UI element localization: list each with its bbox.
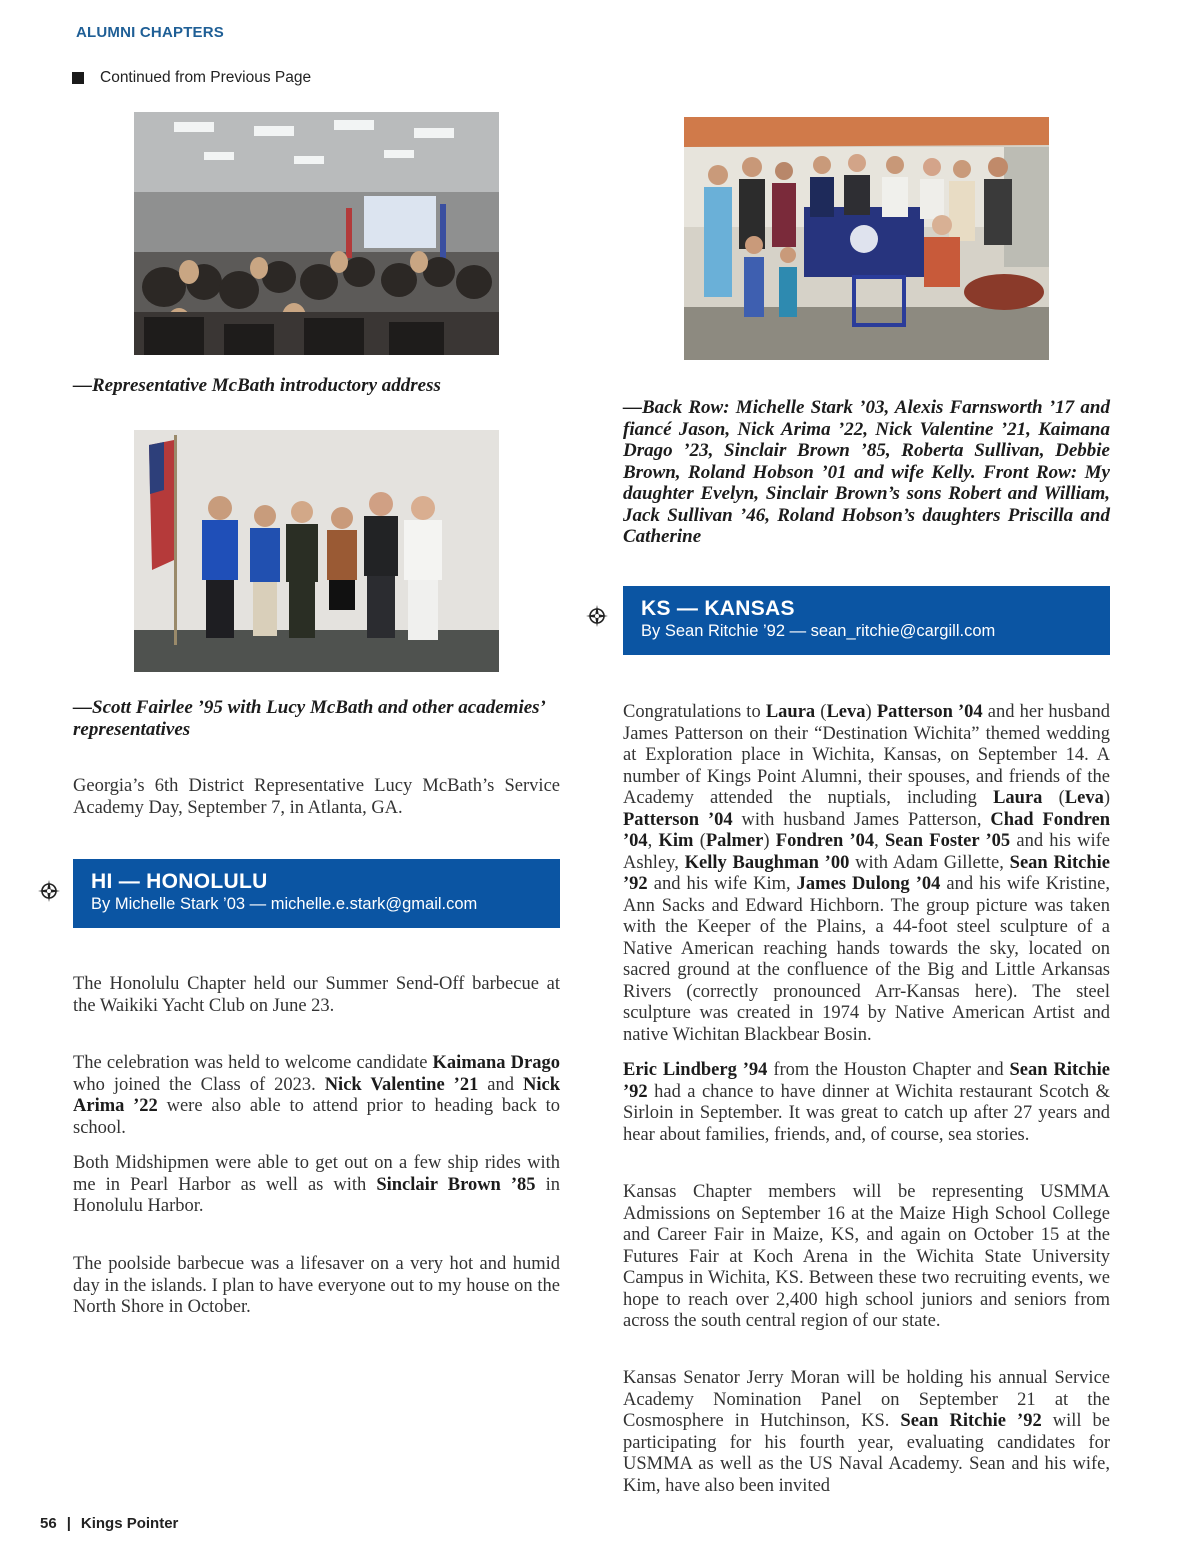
publication-name: Kings Pointer — [80, 1515, 179, 1532]
square-bullet-icon — [72, 72, 84, 84]
caption-fairlee-group: —Scott Fairlee ’95 with Lucy McBath and other academies’ representatives — [73, 697, 545, 740]
compass-icon — [38, 880, 60, 902]
chapter-title: KS — KANSAS — [641, 597, 795, 620]
kansas-paragraph-2: Eric Lindberg ’94 from the Houston Chapter and Sean Ritchie ’92 had a chance to have dinner at Wichita restaurant Scotch & Sirloin in September. It was great to catch up after 27 years and hear about families, friends, and, of course, sea stories. — [623, 1060, 1110, 1145]
compass-icon — [586, 605, 608, 627]
continued-text: Continued from Previous Page — [100, 69, 312, 86]
honolulu-paragraph-3: Both Midshipmen were able to get out on a few ship rides with me in Pearl Harbor as well as with Sinclair Brown ’85 in Honolulu Harbor. — [73, 1153, 560, 1216]
chapter-header-kansas — [623, 586, 1110, 655]
footer-separator: | — [66, 1515, 71, 1532]
photo-fairlee-group — [134, 430, 499, 672]
chapter-title: HI — HONOLULU — [91, 870, 268, 893]
chapter-byline: By Sean Ritchie ’92 — sean_ritchie@cargill.com — [641, 622, 996, 640]
page-footer — [40, 1515, 178, 1532]
honolulu-paragraph-2: The celebration was held to welcome candidate Kaimana Drago who joined the Class of 2023. Nick Valentine ’21 and Nick Arima ’22 were also able to attend prior to heading back to school. — [73, 1053, 560, 1138]
page-number: 56 — [40, 1515, 57, 1532]
honolulu-paragraph-1: The Honolulu Chapter held our Summer Send-Off barbecue at the Waikiki Yacht Club on June 23. — [73, 974, 560, 1016]
section-label: ALUMNI CHAPTERS — [76, 24, 224, 41]
caption-honolulu-group: —Back Row: Michelle Stark ’03, Alexis Farnsworth ’17 and fiancé Jason, Nick Arima ’22, Nick Valentine ’21, Kaimana Drago ’23, Sinclair Brown ’85, Roberta Sullivan, Debbie Brown, Roland Hobson ’01 and wife Kelly. Front Row: My daughter Evelyn, Sinclair Brown’s sons Robert and William, Jack Sullivan ’46, Roland Hobson’s daughters Priscilla and Catherine — [623, 397, 1110, 547]
kansas-paragraph-1: Congratulations to Laura (Leva) Patterson ’04 and her husband James Patterson on their “Destination Wichita” themed wedding at Exploration place in Wichita, Kansas, on September 14. A number of Kings Point Alumni, their spouses, and friends of the Academy attended the nuptials, including Laura (Leva) Patterson ’04 with husband James Patterson, Chad Fondren ’04, Kim (Palmer) Fondren ’04, Sean Foster ’05 and his wife Ashley, Kelly Baughman ’00 with Adam Gillette, Sean Ritchie ’92 and his wife Kim, James Dulong ’04 and his wife Kristine, Ann Sacks and Edward Hichborn. The group picture was taken with the Keeper of the Plains, a 44-foot steel sculpture of a Native American reaching hands towards the sky, located on sacred ground at the confluence of the Big and Little Arkansas Rivers (correctly pronounced Arr-Kansas here). The steel sculpture was created in 1974 by Native American Artist and native Wichitan Blackbear Bosin. — [623, 702, 1111, 1045]
intro-paragraph: Georgia’s 6th District Representative Lucy McBath’s Service Academy Day, September 7, in Atlanta, GA. — [73, 776, 560, 818]
continued-note — [72, 69, 311, 87]
caption-mcbath-address: —Representative McBath introductory address — [73, 375, 441, 396]
chapter-header-honolulu — [73, 859, 560, 928]
kansas-paragraph-3: Kansas Chapter members will be representing USMMA Admissions on September 16 at the Maize High School College and Career Fair in Maize, KS, and again on October 15 at the Futures Fair at Koch Arena in the Wichita State University Campus in Wichita, KS. Between these two recruiting events, we hope to reach over 2,400 high school juniors and seniors from across the south central region of our state. — [623, 1182, 1110, 1331]
honolulu-paragraph-4: The poolside barbecue was a lifesaver on a very hot and humid day in the islands. I plan to have everyone out to my house on the North Shore in October. — [73, 1254, 560, 1317]
kansas-paragraph-4: Kansas Senator Jerry Moran will be holding his annual Service Academy Nomination Panel on September 21 at the Cosmosphere in Hutchinson, KS. Sean Ritchie ’92 will be participating for his fourth year, evaluating candidates for USMMA as well as the US Naval Academy. Sean and his wife, Kim, have also been invited — [623, 1368, 1110, 1496]
photo-mcbath-address — [134, 112, 499, 355]
photo-honolulu-group — [684, 117, 1049, 360]
chapter-byline: By Michelle Stark ’03 — michelle.e.stark@gmail.com — [91, 895, 478, 913]
